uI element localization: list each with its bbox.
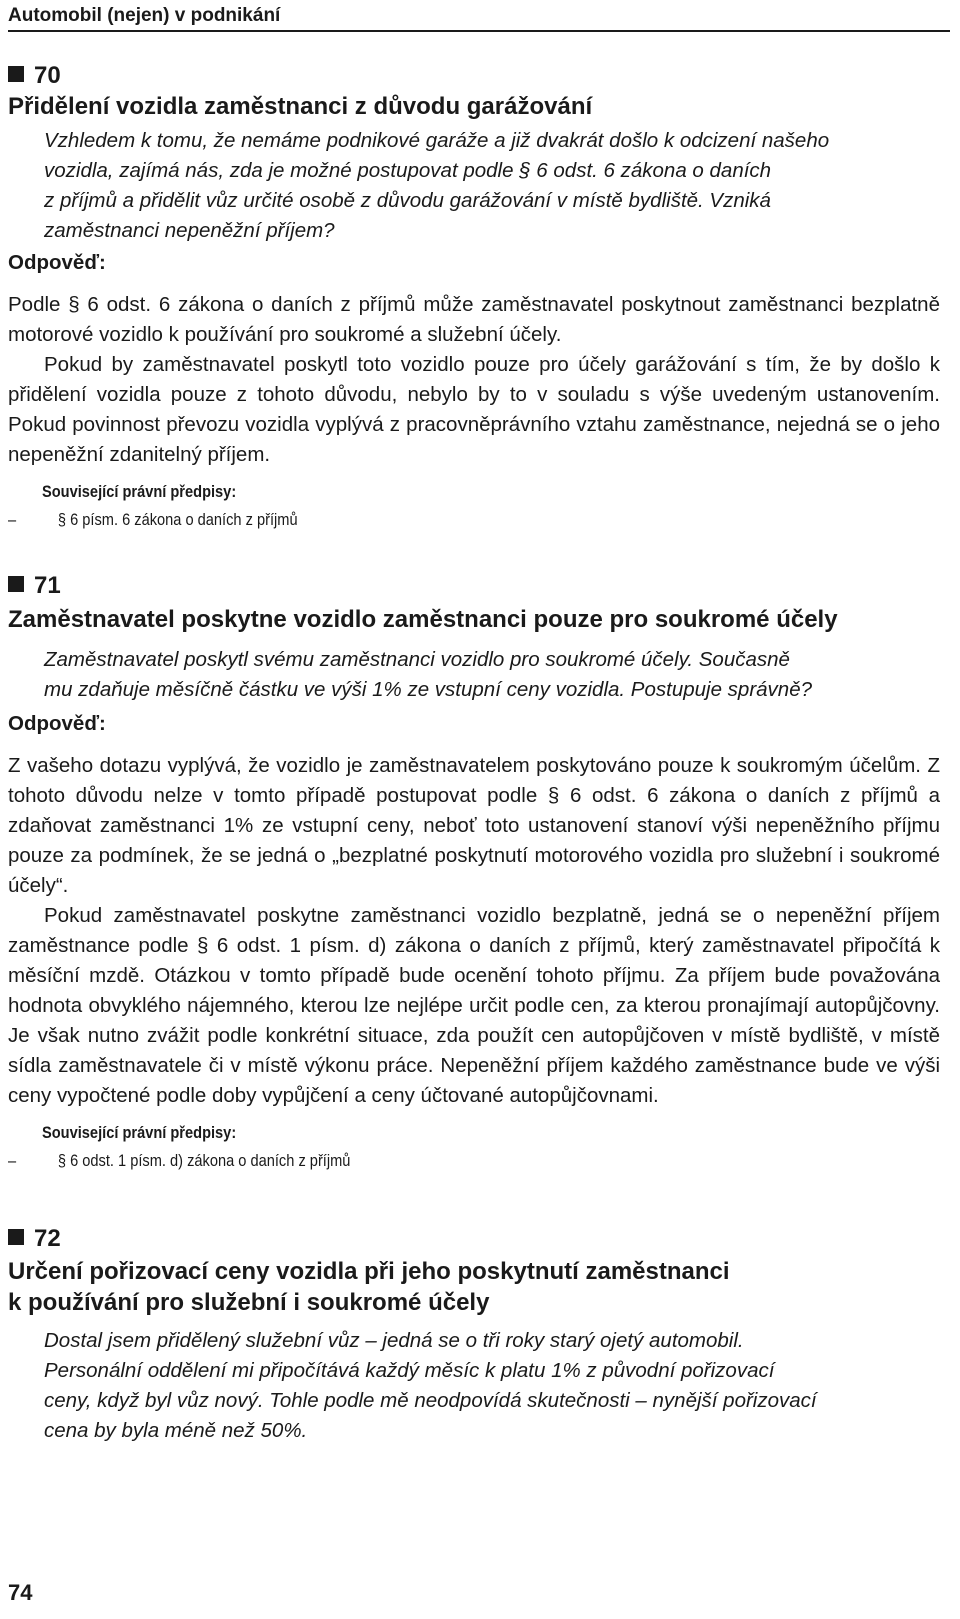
answer-paragraph: Pokud by zaměstnavatel poskytl toto vozidlo pouze pro účely garážování s tím, že by došlo k přidělení vozidla pouze z tohoto důvodu, nebylo by to v souladu s výše uvedeným ustanovením. Pokud povinnost převozu vozidla vyplývá z pracovněprávního vztahu zaměstnance, nejedná se o jeho nepeněžní zdanitelný příjem. [8,353,940,466]
question-70 [8,61,940,534]
legal-references-label: Související právní předpisy: [42,1123,237,1142]
legal-reference-item: – § 6 odst. 1 písm. d) zákona o daních z příjmů [8,1151,351,1170]
answer-paragraph: Pokud zaměstnavatel poskytne zaměstnanci vozidlo bezplatně, jedná se o nepeněžní příjem zaměstnance podle § 6 odst. 1 písm. d) zákona o daních z příjmů, který zaměstnavatel připočítá k měsíční mzdě. Otázkou v tomto případě bude ocenění tohoto příjmu. Za příjem bude považována hodnota obvyklého nájemného, kterou lze nejlépe určit podle cen, za kterou pronajímají autopůjčovny. Je však nutno zvážit podle konkrétní situace, zda použít cen autopůjčoven v místě bydliště, v místě sídla zaměstnavatele či v místě výkonu práce. Nepeněžní příjem každého zaměstnance bude ve výši ceny vypočtené podle doby vypůjčení a ceny účtované autopůjčovnami. [8,904,940,1107]
answer-label: Odpověď: [8,251,106,274]
answer-paragraph: Podle § 6 odst. 6 zákona o daních z příjmů může zaměstnavatel poskytnout zaměstnanci bezplatně motorové vozidlo k používání pro soukromé a služební účely. [8,293,940,346]
answer-paragraph: Z vašeho dotazu vyplývá, že vozidlo je zaměstnavatelem poskytováno pouze k soukromým účelům. Z tohoto důvodu nelze v tomto případě postupovat podle § 6 odst. 6 zákona o daních z příjmů a zdaňovat zaměstnanci 1% ze vstupní ceny, neboť toto ustanovení stanoví výši nepeněžního příjmu pouze za podmínek, že se jedná o „bezplatné poskytnutí motorového vozidla pro služební i soukromé účely“. [8,754,940,897]
question-title: Určení pořizovací ceny vozidla při jeho poskytnutí zaměstnanci k používání pro služební i soukromé účely [8,1258,730,1316]
question-number: 72 [8,1224,940,1254]
question-72 [8,1224,940,1446]
square-bullet-icon [8,1229,24,1245]
legal-references-label: Související právní předpisy: [42,482,237,501]
legal-reference-item: – § 6 písm. 6 zákona o daních z příjmů [8,510,298,529]
page-number: 74 [8,1580,33,1605]
answer-label: Odpověď: [8,712,106,735]
question-text: Vzhledem k tomu, že nemáme podnikové garáže a již dvakrát došlo k odcizení našeho vozidla, zajímá nás, zda je možné postupovat podle § 6 odst. 6 zákona o daních z příjmů a přidělit vůz určité osobě z důvodu garážování v místě bydliště. Vzniká zaměstnanci nepeněžní příjem? [44,129,830,242]
question-text: Zaměstnavatel poskytl svému zaměstnanci vozidlo pro soukromé účely. Současně mu zdaňuje měsíčně částku ve výši 1% ze vstupní ceny vozidla. Postupuje správně? [44,648,813,701]
square-bullet-icon [8,576,24,592]
question-71 [8,571,940,1175]
question-text: Dostal jsem přidělený služební vůz – jedná se o tři roky starý ojetý automobil. Personální oddělení mi připočítává každý měsíc k platu 1% z původní pořizovací ceny, když byl vůz nový. Tohle podle mě neodpovídá skutečnosti – nynější pořizovací cena by byla méně než 50%. [44,1329,817,1442]
question-number: 71 [8,571,940,601]
square-bullet-icon [8,66,24,82]
running-header: Automobil (nejen) v podnikání [8,2,950,32]
question-title: Přidělení vozidla zaměstnanci z důvodu garážování [8,93,593,120]
question-title: Zaměstnavatel poskytne vozidlo zaměstnanci pouze pro soukromé účely [8,606,838,633]
question-number: 70 [8,61,940,91]
